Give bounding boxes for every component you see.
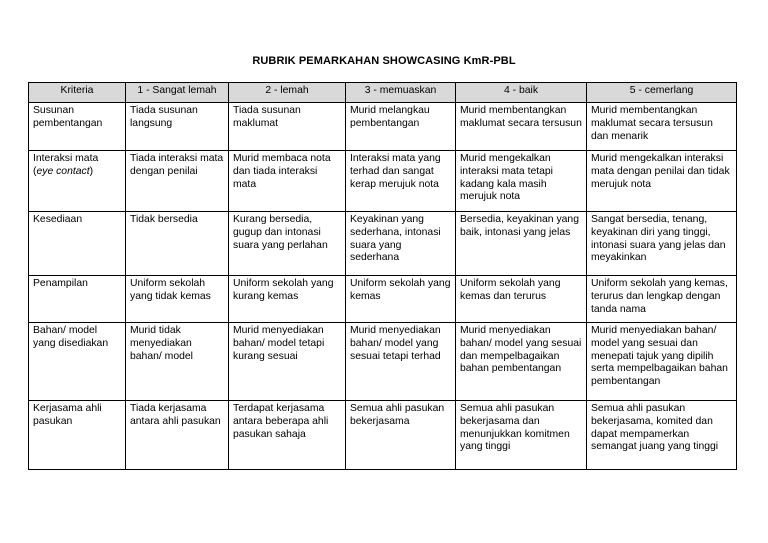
header-row — [29, 83, 737, 103]
score-cell-1: Uniform sekolah yang tidak kemas — [126, 276, 229, 323]
score-cell-3: Semua ahli pasukan bekerjasama — [346, 401, 456, 470]
score-cell-5: Murid menyediakan bahan/ model yang sesuai dan menepati tajuk yang dipilih serta mempelbagaikan bahan pembentangan — [587, 323, 737, 401]
score-cell-1: Tiada susunan langsung — [126, 103, 229, 151]
criterion-paren-close: ) — [89, 165, 94, 177]
criterion-paren-open: ( — [33, 165, 37, 177]
header-cell-4: 4 - baik — [456, 83, 587, 103]
table-row — [29, 212, 737, 276]
score-cell-4: Murid membentangkan maklumat secara tersusun — [456, 103, 587, 151]
header-cell-kriteria: Kriteria — [29, 83, 126, 103]
score-cell-3: Interaksi mata yang terhad dan sangat kerap merujuk nota — [346, 151, 456, 212]
table-row — [29, 401, 737, 470]
score-cell-5: Murid membentangkan maklumat secara tersusun dan menarik — [587, 103, 737, 151]
criterion-cell: Kesediaan — [29, 212, 126, 276]
score-cell-4: Uniform sekolah yang kemas dan terurus — [456, 276, 587, 323]
header-cell-3: 3 - memuaskan — [346, 83, 456, 103]
score-cell-1: Murid tidak menyediakan bahan/ model — [126, 323, 229, 401]
header-cell-5: 5 - cemerlang — [587, 83, 737, 103]
score-cell-2: Uniform sekolah yang kurang kemas — [229, 276, 346, 323]
rubric-table — [28, 82, 737, 470]
score-cell-4: Semua ahli pasukan bekerjasama dan menunjukkan komitmen yang tinggi — [456, 401, 587, 470]
criterion-cell: Kerjasama ahli pasukan — [29, 401, 126, 470]
table-row — [29, 151, 737, 212]
score-cell-4: Murid menyediakan bahan/ model yang sesuai dan mempelbagaikan bahan pembentangan — [456, 323, 587, 401]
score-cell-4: Bersedia, keyakinan yang baik, intonasi yang jelas — [456, 212, 587, 276]
score-cell-3: Murid melangkau pembentangan — [346, 103, 456, 151]
score-cell-3: Murid menyediakan bahan/ model yang sesuai tetapi terhad — [346, 323, 456, 401]
score-cell-2: Murid menyediakan bahan/ model tetapi kurang sesuai — [229, 323, 346, 401]
score-cell-5: Uniform sekolah yang kemas, terurus dan lengkap dengan tanda nama — [587, 276, 737, 323]
score-cell-5: Murid mengekalkan interaksi mata dengan penilai dan tidak merujuk nota — [587, 151, 737, 212]
score-cell-1: Tidak bersedia — [126, 212, 229, 276]
score-cell-2: Terdapat kerjasama antara beberapa ahli pasukan sahaja — [229, 401, 346, 470]
criterion-label: Interaksi mata — [33, 153, 99, 164]
criterion-cell: Susunan pembentangan — [29, 103, 126, 151]
score-cell-5: Sangat bersedia, tenang, keyakinan diri yang tinggi, intonasi suara yang jelas dan meyakinkan — [587, 212, 737, 276]
table-row — [29, 103, 737, 151]
score-cell-5: Semua ahli pasukan bekerjasama, komited dan dapat mempamerkan semangat juang yang tinggi — [587, 401, 737, 470]
criterion-cell: Bahan/ model yang disediakan — [29, 323, 126, 401]
score-cell-3: Uniform sekolah yang kemas — [346, 276, 456, 323]
score-cell-1: Tiada interaksi mata dengan penilai — [126, 151, 229, 212]
score-cell-2: Tiada susunan maklumat — [229, 103, 346, 151]
score-cell-2: Kurang bersedia, gugup dan intonasi suara yang perlahan — [229, 212, 346, 276]
header-cell-2: 2 - lemah — [229, 83, 346, 103]
score-cell-3: Keyakinan yang sederhana, intonasi suara yang sederhana — [346, 212, 456, 276]
criterion-cell — [29, 151, 126, 212]
table-row — [29, 276, 737, 323]
criterion-italic-note: eye contact — [36, 165, 90, 177]
criterion-cell: Penampilan — [29, 276, 126, 323]
table-row — [29, 323, 737, 401]
header-cell-1: 1 - Sangat lemah — [126, 83, 229, 103]
score-cell-1: Tiada kerjasama antara ahli pasukan — [126, 401, 229, 470]
score-cell-2: Murid membaca nota dan tiada interaksi mata — [229, 151, 346, 212]
document-title: RUBRIK PEMARKAHAN SHOWCASING KmR-PBL — [252, 55, 516, 67]
score-cell-4: Murid mengekalkan interaksi mata tetapi kadang kala masih merujuk nota — [456, 151, 587, 212]
